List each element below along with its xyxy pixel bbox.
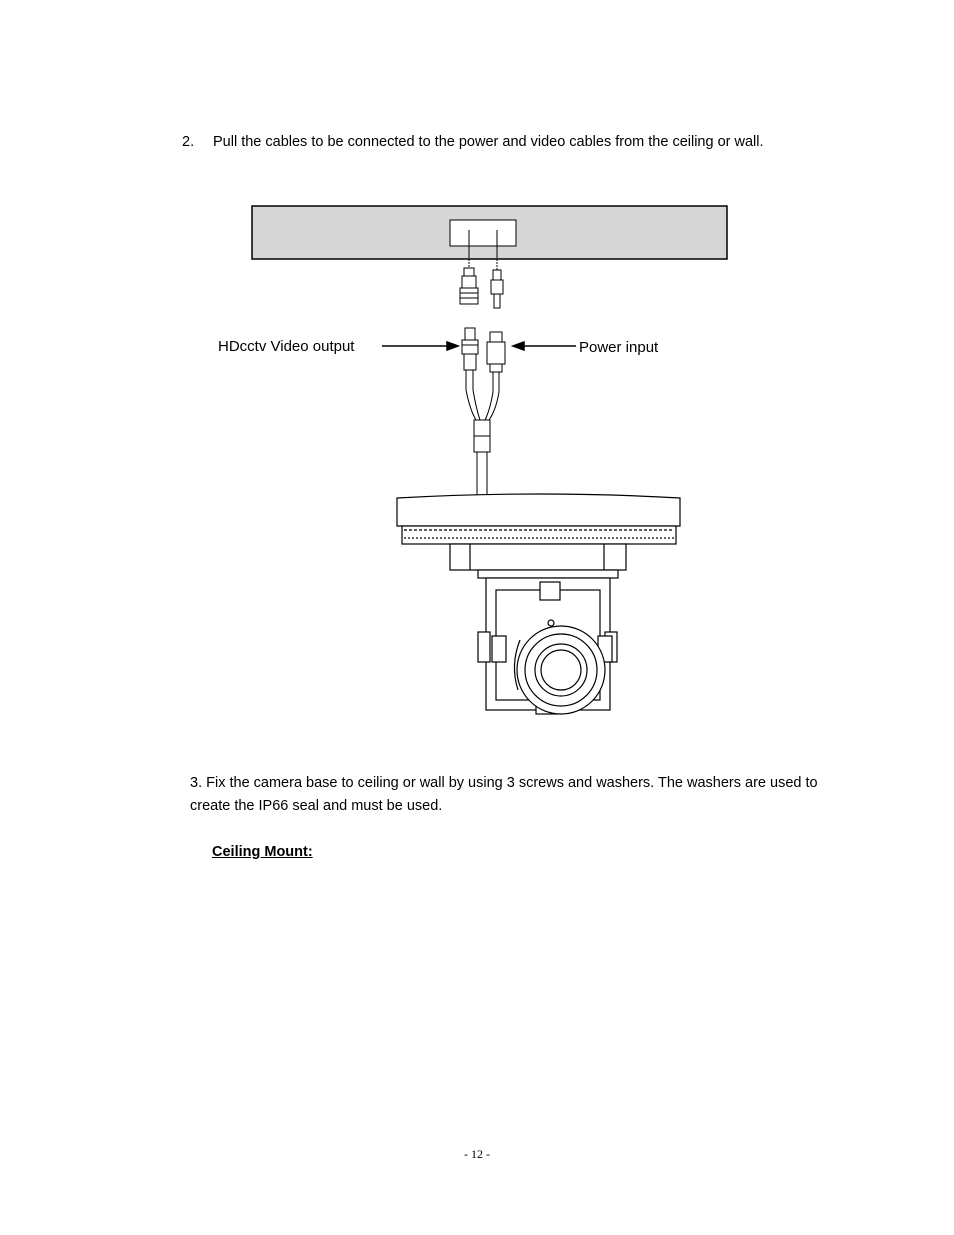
callout-arrows [382,342,576,350]
step-3-instruction-line-1: 3. Fix the camera base to ceiling or wall by using 3 screws and washers. The washers are used to [190,775,818,791]
video-output-label: HDcctv Video output [218,338,355,355]
power-input-label: Power input [579,339,659,356]
step-2-instruction: Pull the cables to be connected to the power and video cables from the ceiling or wall. [213,134,764,150]
step-2-number: 2. [182,134,195,150]
camera-connectors [462,328,505,372]
ceiling-panel [252,206,727,259]
y-cable [466,370,499,498]
step-3-instruction-line-2: create the IP66 seal and must be used. [190,798,443,814]
camera-base [397,494,680,578]
ceiling-mount-heading: Ceiling Mount: [212,844,313,860]
page-number: - 12 - [464,1147,490,1161]
camera-body [478,578,617,714]
